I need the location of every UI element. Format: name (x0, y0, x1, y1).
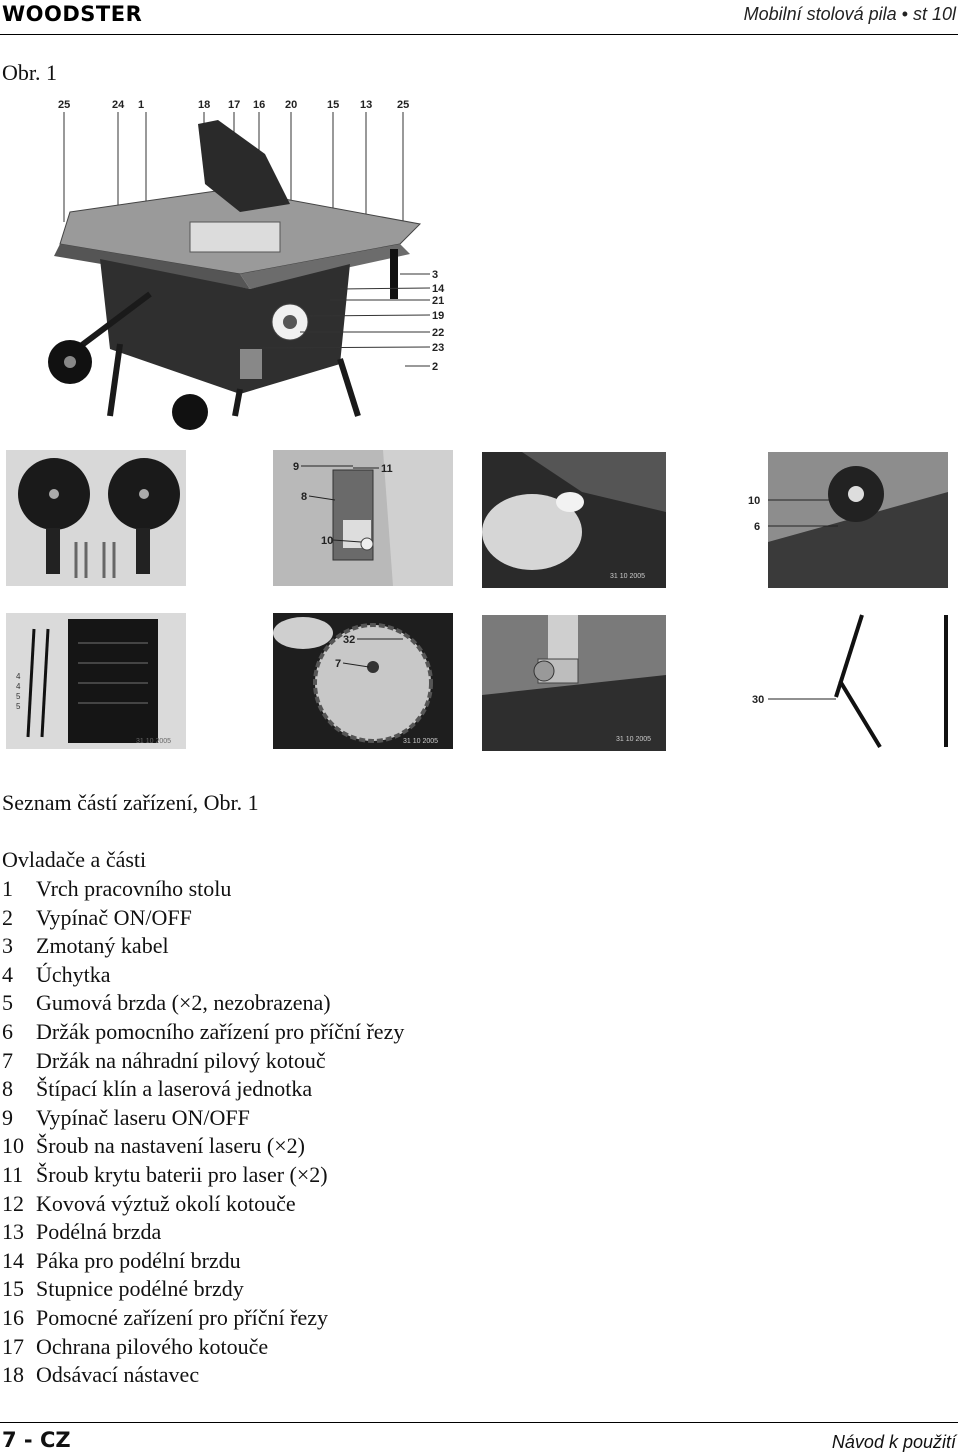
item-text: Vypínač ON/OFF (36, 904, 192, 930)
svg-text:16: 16 (253, 99, 266, 111)
list-item (2, 1247, 404, 1276)
svg-text:31 10 2005: 31 10 2005 (136, 738, 172, 745)
item-number: 15 (2, 1276, 24, 1302)
svg-text:10: 10 (321, 535, 334, 547)
item-number: 14 (2, 1247, 24, 1273)
item-number: 10 (2, 1133, 24, 1159)
svg-text:18: 18 (198, 99, 211, 111)
item-text: Štípací klín a laserová jednotka (36, 1076, 313, 1102)
svg-text:10: 10 (748, 495, 761, 507)
svg-text:25: 25 (397, 99, 410, 111)
item-number: 2 (2, 904, 13, 930)
header-divider (0, 34, 958, 35)
header-title: Mobilní stolová pila • st 10l (743, 4, 956, 24)
figure-label: Obr. 1 (2, 60, 57, 85)
svg-text:11: 11 (381, 463, 393, 475)
item-text: Stupnice podélné brzdy (36, 1276, 244, 1302)
svg-text:19: 19 (432, 310, 445, 322)
svg-text:6: 6 (754, 521, 761, 533)
item-text: Šroub na nastavení laseru (×2) (36, 1133, 305, 1159)
item-number: 1 (2, 876, 13, 901)
item-number: 7 (2, 1047, 13, 1073)
item-text: Odsávací nástavec (36, 1362, 200, 1388)
list-item (2, 1218, 404, 1247)
section-title: Seznam částí zařízení, Obr. 1 (2, 790, 259, 815)
svg-text:1: 1 (138, 99, 145, 111)
list-item (2, 1161, 404, 1190)
laser-unit-photo (273, 450, 453, 586)
item-number: 3 (2, 933, 13, 959)
svg-text:17: 17 (228, 99, 241, 111)
list-item (2, 1018, 404, 1047)
list-item (2, 1333, 404, 1362)
item-number: 5 (2, 990, 13, 1016)
svg-text:3: 3 (432, 269, 439, 281)
list-item (2, 1304, 404, 1333)
leg-brace-drawing (740, 613, 960, 749)
callout-labels-top (58, 99, 409, 111)
item-text: Zmotaný kabel (36, 933, 169, 959)
list-item (2, 1075, 404, 1104)
item-text: Šroub krytu baterii pro laser (×2) (36, 1161, 328, 1187)
svg-text:2: 2 (432, 361, 439, 373)
svg-text:25: 25 (58, 99, 71, 111)
svg-text:24: 24 (112, 99, 125, 111)
spare-blade-photo (273, 613, 453, 749)
svg-text:4: 4 (16, 682, 21, 691)
item-text: Pomocné zařízení pro příční řezy (36, 1304, 328, 1330)
callout-labels-right (432, 269, 445, 373)
list-item (2, 1361, 404, 1390)
footer-title: Návod k použití (831, 1432, 956, 1452)
cross-cut-holder-photo (748, 452, 948, 588)
svg-text:20: 20 (285, 99, 298, 111)
list-item (2, 1047, 404, 1076)
item-text: Páka pro podélní brzdu (36, 1247, 241, 1273)
list-item (2, 989, 404, 1018)
svg-text:22: 22 (432, 327, 445, 339)
svg-text:15: 15 (327, 99, 340, 111)
item-number: 12 (2, 1190, 24, 1216)
parts-list (2, 875, 404, 1390)
svg-text:31 10 2005: 31 10 2005 (403, 738, 439, 745)
subsection-title: Ovladače a části (2, 847, 147, 872)
svg-text:13: 13 (360, 99, 373, 111)
item-number: 4 (2, 961, 13, 987)
svg-text:4: 4 (16, 672, 21, 681)
svg-text:8: 8 (301, 491, 308, 503)
brand-logo: WOODSTER (2, 2, 143, 26)
svg-text:14: 14 (432, 283, 445, 295)
item-number: 11 (2, 1161, 24, 1187)
page-number: 7 - CZ (2, 1428, 71, 1452)
item-number: 8 (2, 1076, 13, 1102)
list-item (2, 904, 404, 933)
item-number: 18 (2, 1362, 24, 1388)
dust-port-photo (482, 615, 666, 751)
list-item (2, 1190, 404, 1219)
list-item (2, 1275, 404, 1304)
item-number: 16 (2, 1304, 24, 1330)
item-text: Ochrana pilového kotouče (36, 1333, 269, 1359)
table-saw-photo (40, 94, 480, 420)
item-number: 13 (2, 1219, 24, 1245)
svg-text:5: 5 (16, 702, 21, 711)
list-item (2, 1132, 404, 1161)
list-item (2, 1104, 404, 1133)
item-number: 17 (2, 1333, 24, 1359)
svg-text:32: 32 (343, 634, 356, 646)
accessory-parts-photo (6, 613, 186, 749)
list-item (2, 932, 404, 961)
item-text: Podélná brzda (36, 1219, 162, 1245)
svg-text:5: 5 (16, 692, 21, 701)
item-text: Úchytka (36, 961, 111, 987)
svg-text:30: 30 (752, 694, 765, 706)
list-item (2, 875, 404, 904)
list-item (2, 961, 404, 990)
item-text: Vypínač laseru ON/OFF (36, 1104, 250, 1130)
svg-text:23: 23 (432, 342, 445, 354)
wheels-photo (6, 450, 186, 586)
svg-text:31 10 2005: 31 10 2005 (616, 736, 652, 743)
svg-text:21: 21 (432, 295, 445, 307)
svg-text:31 10 2005: 31 10 2005 (610, 573, 646, 580)
item-number: 6 (2, 1018, 13, 1044)
svg-text:7: 7 (335, 658, 342, 670)
item-text: Vrch pracovního stolu (36, 876, 232, 901)
item-text: Gumová brzda (×2, nezobrazena) (36, 990, 331, 1016)
item-text: Držák na náhradní pilový kotouč (36, 1047, 326, 1073)
footer-divider (0, 1422, 958, 1423)
hand-adjust-photo (482, 452, 666, 588)
item-text: Kovová výztuž okolí kotouče (36, 1190, 296, 1216)
item-number: 9 (2, 1104, 13, 1130)
item-text: Držák pomocního zařízení pro příční řezy (36, 1018, 405, 1044)
svg-text:9: 9 (293, 461, 300, 473)
page-header (0, 0, 960, 34)
